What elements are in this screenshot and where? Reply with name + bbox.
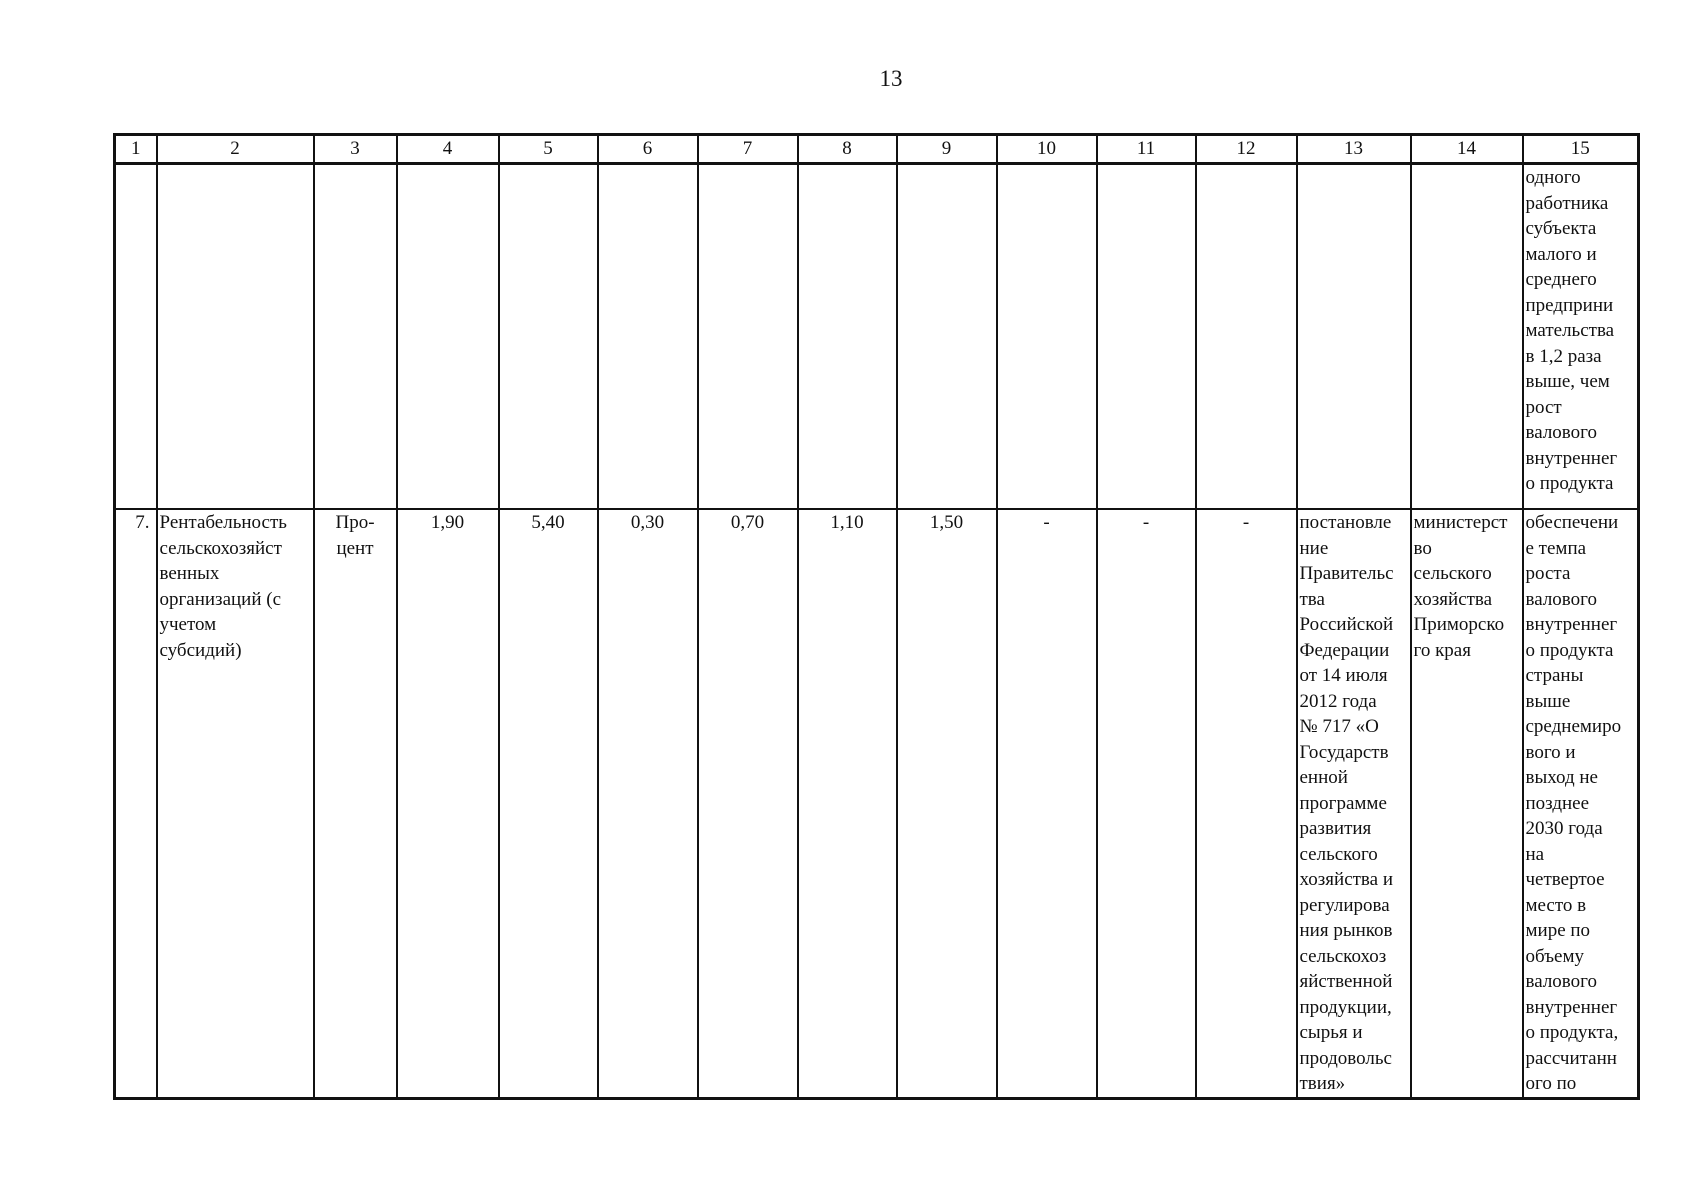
legal-source: постановле ние Правительс тва Российской Федерации от 14 июля 2012 года № 717 «О Государств енной программе развития сельского хозяйства и регулирова ния рынков сельскохоз яйственной продукции, сырья и продовольс твия» [1297, 509, 1411, 1098]
value-col7: 0,70 [698, 509, 798, 1098]
goal-text: обеспечени е темпа роста валового внутреннег о продукта страны выше среднемиро вого и выход не позднее 2030 года на четвертое место в мире по объему валового внутреннег о продукта, рассчитанн ого по [1523, 509, 1639, 1098]
value-col10: - [997, 509, 1097, 1098]
column-number: 8 [798, 135, 897, 164]
table-cell [1097, 164, 1196, 510]
value-col8: 1,10 [798, 509, 897, 1098]
table-cell [157, 164, 314, 510]
table-cell [698, 164, 798, 510]
column-number: 12 [1196, 135, 1297, 164]
column-number: 11 [1097, 135, 1196, 164]
column-number: 5 [499, 135, 598, 164]
indicator-name: Рентабельность сельскохозяйст венных организаций (с учетом субсидий) [157, 509, 314, 1098]
value-col4: 1,90 [397, 509, 499, 1098]
column-number: 7 [698, 135, 798, 164]
column-number-row [115, 135, 1639, 164]
value-col5: 5,40 [499, 509, 598, 1098]
table-row-7 [115, 509, 1639, 1098]
table-cell [598, 164, 698, 510]
table-cell [115, 164, 157, 510]
column-number: 1 [115, 135, 157, 164]
page-number: 13 [879, 66, 903, 91]
table-cell [798, 164, 897, 510]
responsible-body: министерст во сельского хозяйства Приморско го края [1411, 509, 1523, 1098]
value-col12: - [1196, 509, 1297, 1098]
column-number: 13 [1297, 135, 1411, 164]
table-cell [397, 164, 499, 510]
column-number: 3 [314, 135, 397, 164]
table-cell [1196, 164, 1297, 510]
row-number: 7. [115, 509, 157, 1098]
indicators-table [113, 133, 1640, 1100]
column-number: 2 [157, 135, 314, 164]
column-number: 6 [598, 135, 698, 164]
value-col9: 1,50 [897, 509, 997, 1098]
value-col11: - [1097, 509, 1196, 1098]
table-cell [499, 164, 598, 510]
column-number: 15 [1523, 135, 1639, 164]
table-cell [1297, 164, 1411, 510]
table-cell [997, 164, 1097, 510]
column-number: 10 [997, 135, 1097, 164]
column-number: 9 [897, 135, 997, 164]
table-cell [1411, 164, 1523, 510]
table-row-continuation [115, 164, 1639, 510]
column-number: 4 [397, 135, 499, 164]
table-cell [314, 164, 397, 510]
goal-text-continued: одного работника субъекта малого и среднего предприни мательства в 1,2 раза выше, чем рост валового внутреннег о продукта [1523, 164, 1639, 510]
table-cell [897, 164, 997, 510]
column-number: 14 [1411, 135, 1523, 164]
value-col6: 0,30 [598, 509, 698, 1098]
unit-of-measure: Про- цент [314, 509, 397, 1098]
